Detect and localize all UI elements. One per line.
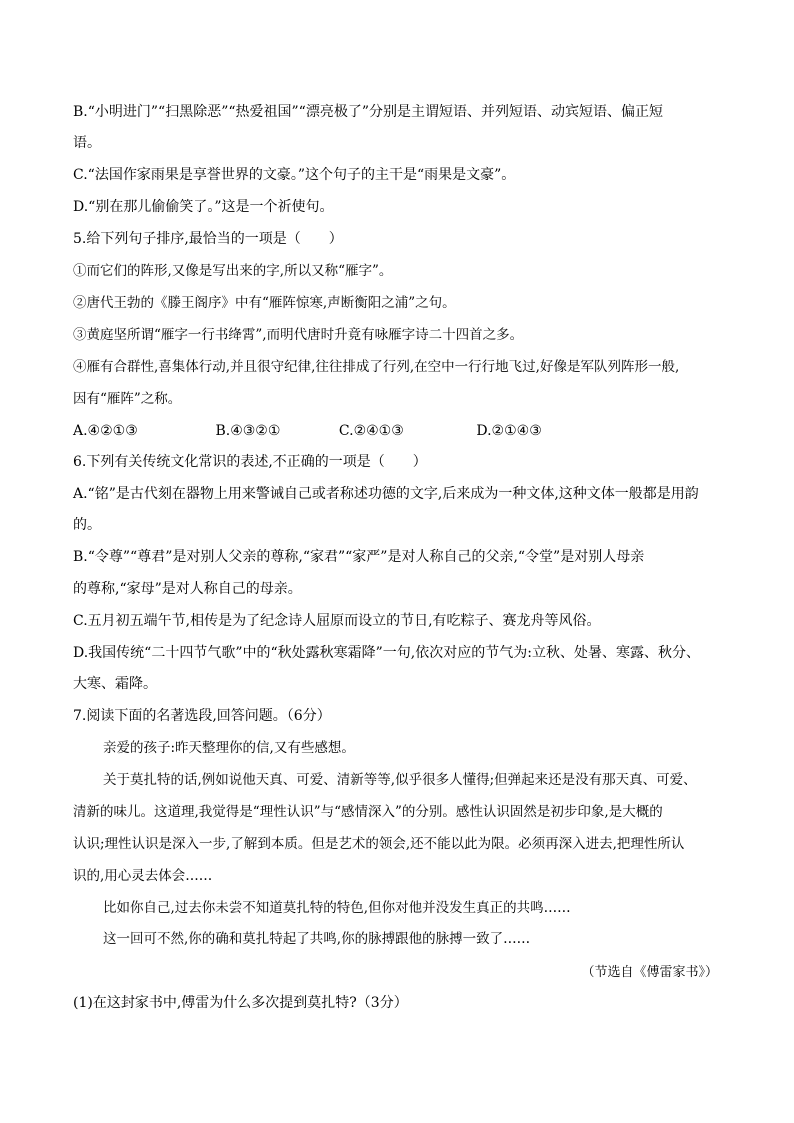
question-6-stem: 6.下列有关传统文化常识的表述,不正确的一项是（ ） (73, 454, 427, 470)
question-7-stem: 7.阅读下面的名著选段,回答问题。（6分） (73, 708, 331, 724)
question-5-sentence-1: ①而它们的阵形,又像是写出来的字,所以又称“雁字”。 (73, 263, 393, 279)
passage-greeting: 亲爱的孩子:昨天整理你的信,又有些感想。 (103, 740, 355, 756)
passage-paragraph-1-line-1: 关于莫扎特的话,例如说他天真、可爱、清新等等,似乎很多人懂得;但弹起来还是没有那天真、可爱、 (103, 772, 697, 788)
passage-source: （节选自《傅雷家书》） (581, 965, 718, 980)
passage-paragraph-2: 比如你自己,过去你未尝不知道莫扎特的特色,但你对他并没发生真正的共鸣…… (103, 900, 571, 916)
question-6-option-d-line-2: 大寒、霜降。 (73, 676, 157, 692)
question-6-option-a-line-1: A.“铭”是古代刻在器物上用来警诫自己或者称述功德的文字,后来成为一种文体,这种文体一般都是用韵 (73, 486, 699, 502)
question-5-sentence-4-line-1: ④雁有合群性,喜集体行动,并且很守纪律,往往排成了行列,在空中一行行地飞过,好像是军队列阵形一般, (73, 359, 680, 375)
passage-paragraph-1-line-3: 认识;理性认识是深入一步,了解到本质。但是艺术的领会,还不能以此为限。必须再深入进去,把理性所认 (73, 836, 685, 852)
option-d-line: D.“别在那儿偷偷笑了。”这是一个祈使句。 (73, 199, 334, 215)
question-6-option-b-line-2: 的尊称,“家母”是对人称自己的母亲。 (73, 581, 302, 597)
question-5-sentence-3: ③黄庭坚所谓“雁字一行书绛霄”,而明代唐时升竟有咏雁字诗二十四首之多。 (73, 327, 524, 343)
question-5-sentence-2: ②唐代王勃的《滕王阁序》中有“雁阵惊寒,声断衡阳之浦”之句。 (73, 295, 456, 311)
question-5-option-c: C.②④①③ (338, 423, 404, 439)
option-b-line-1: B.“小明进门”“扫黑除恶”“热爱祖国”“漂亮极了”分别是主谓短语、并列短语、动宾短语、偏正短 (73, 104, 663, 120)
option-b-line-2: 语。 (73, 135, 101, 151)
question-5-option-d: D.②①④③ (476, 423, 542, 439)
passage-paragraph-1-line-4: 识的,用心灵去体会…… (73, 868, 213, 884)
option-c-line: C.“法国作家雨果是享誉世界的文豪。”这个句子的主干是“雨果是文豪”。 (73, 167, 516, 183)
question-5-sentence-4-line-2: 因有“雁阵”之称。 (73, 391, 182, 407)
question-7-subquestion-1: (1)在这封家书中,傅雷为什么多次提到莫扎特?（3分） (73, 995, 408, 1011)
question-5-option-b: B.④③②① (215, 423, 281, 439)
passage-paragraph-3: 这一回可不然,你的确和莫扎特起了共鸣,你的脉搏跟他的脉搏一致了…… (103, 931, 531, 947)
passage-paragraph-1-line-2: 清新的味儿。这道理,我觉得是“理性认识”与“感情深入”的分别。感性认识固然是初步印象,是大概的 (73, 804, 663, 820)
question-5-options (73, 421, 542, 441)
question-6-option-c: C.五月初五端午节,相传是为了纪念诗人屈原而设立的节日,有吃粽子、赛龙舟等风俗。 (73, 613, 601, 629)
question-6-option-b-line-1: B.“令尊”“尊君”是对别人父亲的尊称,“家君”“家严”是对人称自己的父亲,“令堂”是对别人母亲 (73, 549, 645, 565)
question-5-option-a: A.④②①③ (73, 423, 138, 439)
question-6-option-d-line-1: D.我国传统“二十四节气歌”中的“秋处露秋寒霜降”一句,依次对应的节气为:立秋、处暑、寒露、秋分、 (73, 645, 700, 661)
question-5-stem: 5.给下列句子排序,最恰当的一项是（ ） (73, 231, 343, 247)
question-6-option-a-line-2: 的。 (73, 517, 101, 533)
